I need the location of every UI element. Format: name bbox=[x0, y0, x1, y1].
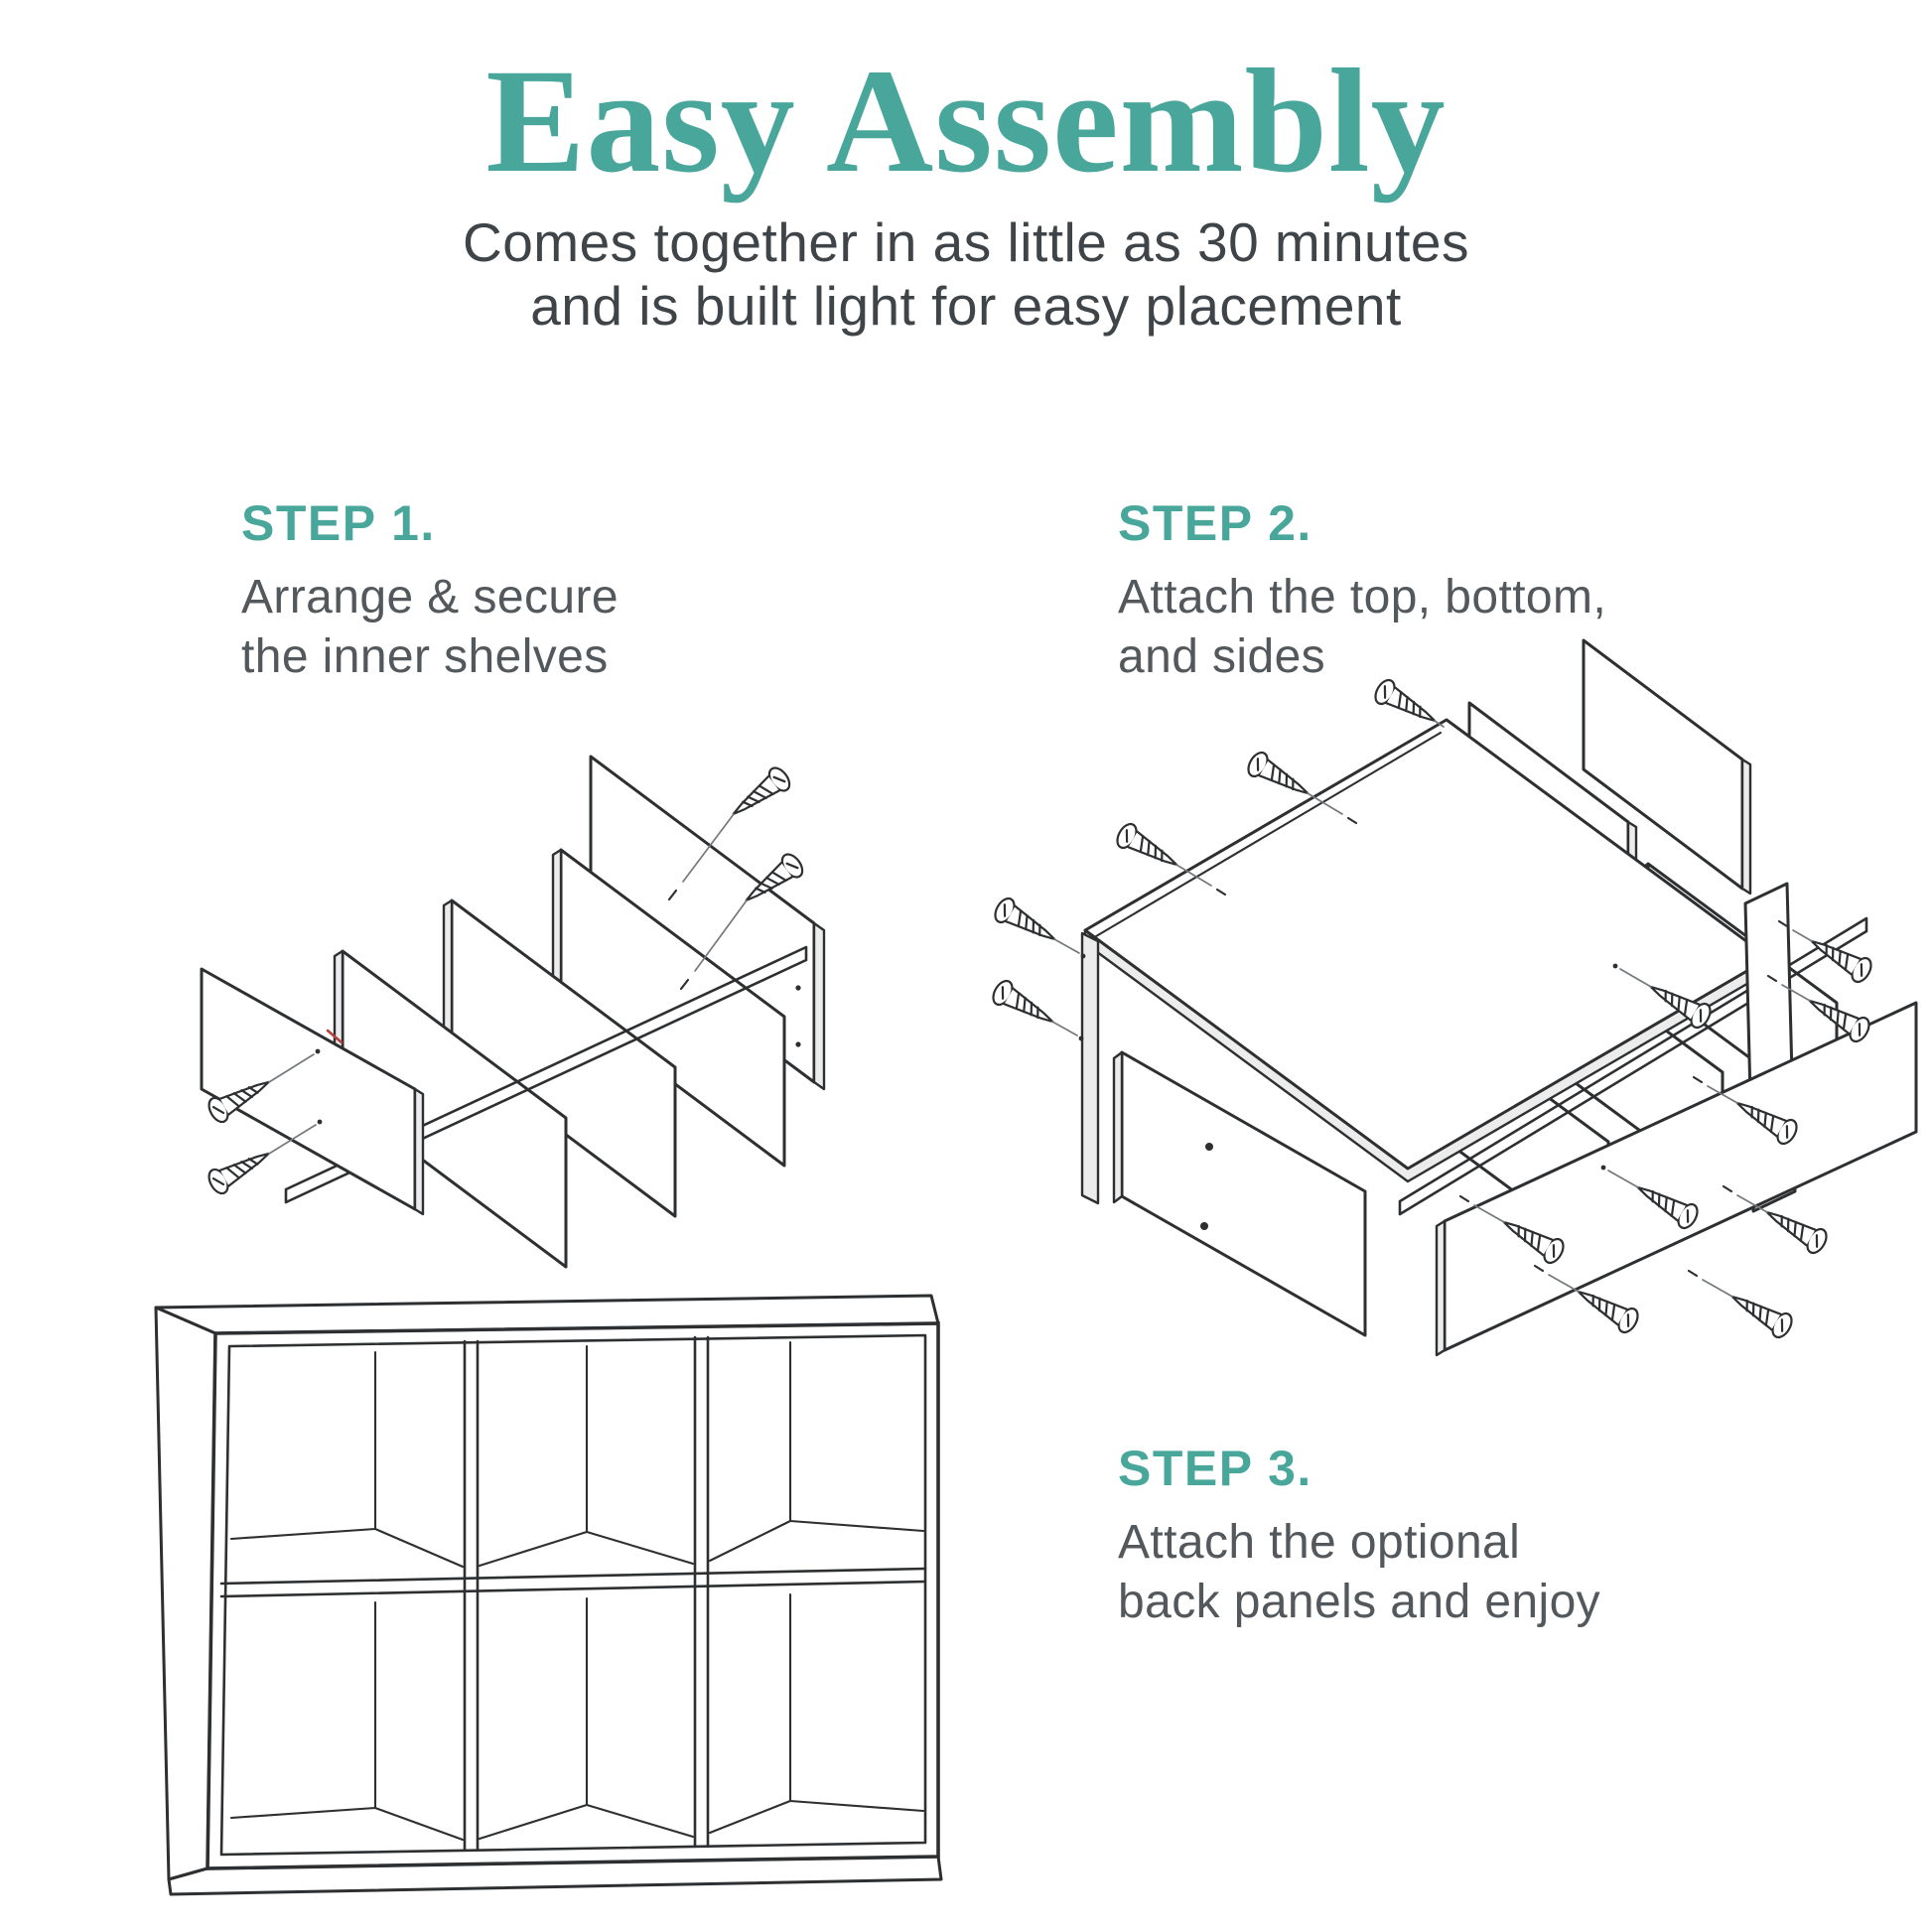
step-1-desc-line-1: Arrange & secure bbox=[241, 571, 619, 623]
left-side-panel bbox=[1082, 933, 1098, 1203]
step-3-label: STEP 3. bbox=[1118, 1441, 1312, 1496]
screw-icon bbox=[1372, 677, 1442, 733]
subtitle-line-1: Comes together in as little as 30 minutes bbox=[462, 211, 1470, 273]
cube-interior bbox=[231, 1602, 463, 1840]
screw-icon bbox=[990, 978, 1059, 1034]
cube-organizer-drawing bbox=[156, 1296, 941, 1894]
screw-icon bbox=[1114, 821, 1183, 877]
step-2-label: STEP 2. bbox=[1118, 495, 1312, 551]
middle-shelf bbox=[221, 1569, 925, 1596]
step-2-desc-line-1: Attach the top, bottom, bbox=[1118, 571, 1607, 623]
left-side-face bbox=[156, 1308, 215, 1879]
screw-icon bbox=[1572, 1281, 1641, 1336]
screw-icon bbox=[1725, 1286, 1795, 1341]
step-3-diagram-assembled-organizer bbox=[99, 1283, 993, 1928]
screw-icon bbox=[1805, 930, 1874, 986]
screw-icon bbox=[206, 1143, 275, 1197]
step-3-description bbox=[1118, 1513, 1600, 1631]
cube-interior bbox=[480, 1346, 693, 1566]
step-1-desc-line-2: the inner shelves bbox=[241, 629, 609, 683]
vertical-divider bbox=[465, 1341, 478, 1850]
screws-left bbox=[990, 896, 1086, 1041]
page-subtitle bbox=[0, 210, 1932, 339]
page-title: Easy Assembly bbox=[485, 39, 1447, 204]
screw-icon bbox=[1760, 1201, 1830, 1257]
step-1-diagram-exploded-inner-shelves bbox=[139, 695, 923, 1271]
step-3-desc-line-1: Attach the optional bbox=[1118, 1516, 1521, 1569]
front-frame-outer bbox=[207, 1323, 938, 1868]
screw-icon bbox=[1245, 750, 1314, 805]
step-1-description bbox=[241, 568, 619, 686]
step-3-desc-line-2: back panels and enjoy bbox=[1118, 1575, 1601, 1628]
step-1-text-block bbox=[241, 494, 619, 686]
cube-interior bbox=[710, 1342, 923, 1561]
screw-icon bbox=[992, 896, 1061, 951]
step-3-text-block bbox=[1118, 1440, 1600, 1631]
screw-icon bbox=[726, 764, 793, 824]
cube-interior bbox=[480, 1598, 693, 1839]
step-2-desc-line-2: and sides bbox=[1118, 629, 1326, 683]
step-1-label: STEP 1. bbox=[241, 495, 436, 551]
cube-interior bbox=[231, 1352, 463, 1567]
subtitle-line-2: and is built light for easy placement bbox=[530, 275, 1402, 338]
vertical-divider bbox=[695, 1337, 708, 1846]
step-2-diagram-exploded-frame-panels bbox=[973, 635, 1932, 1390]
cube-interior bbox=[710, 1594, 923, 1833]
